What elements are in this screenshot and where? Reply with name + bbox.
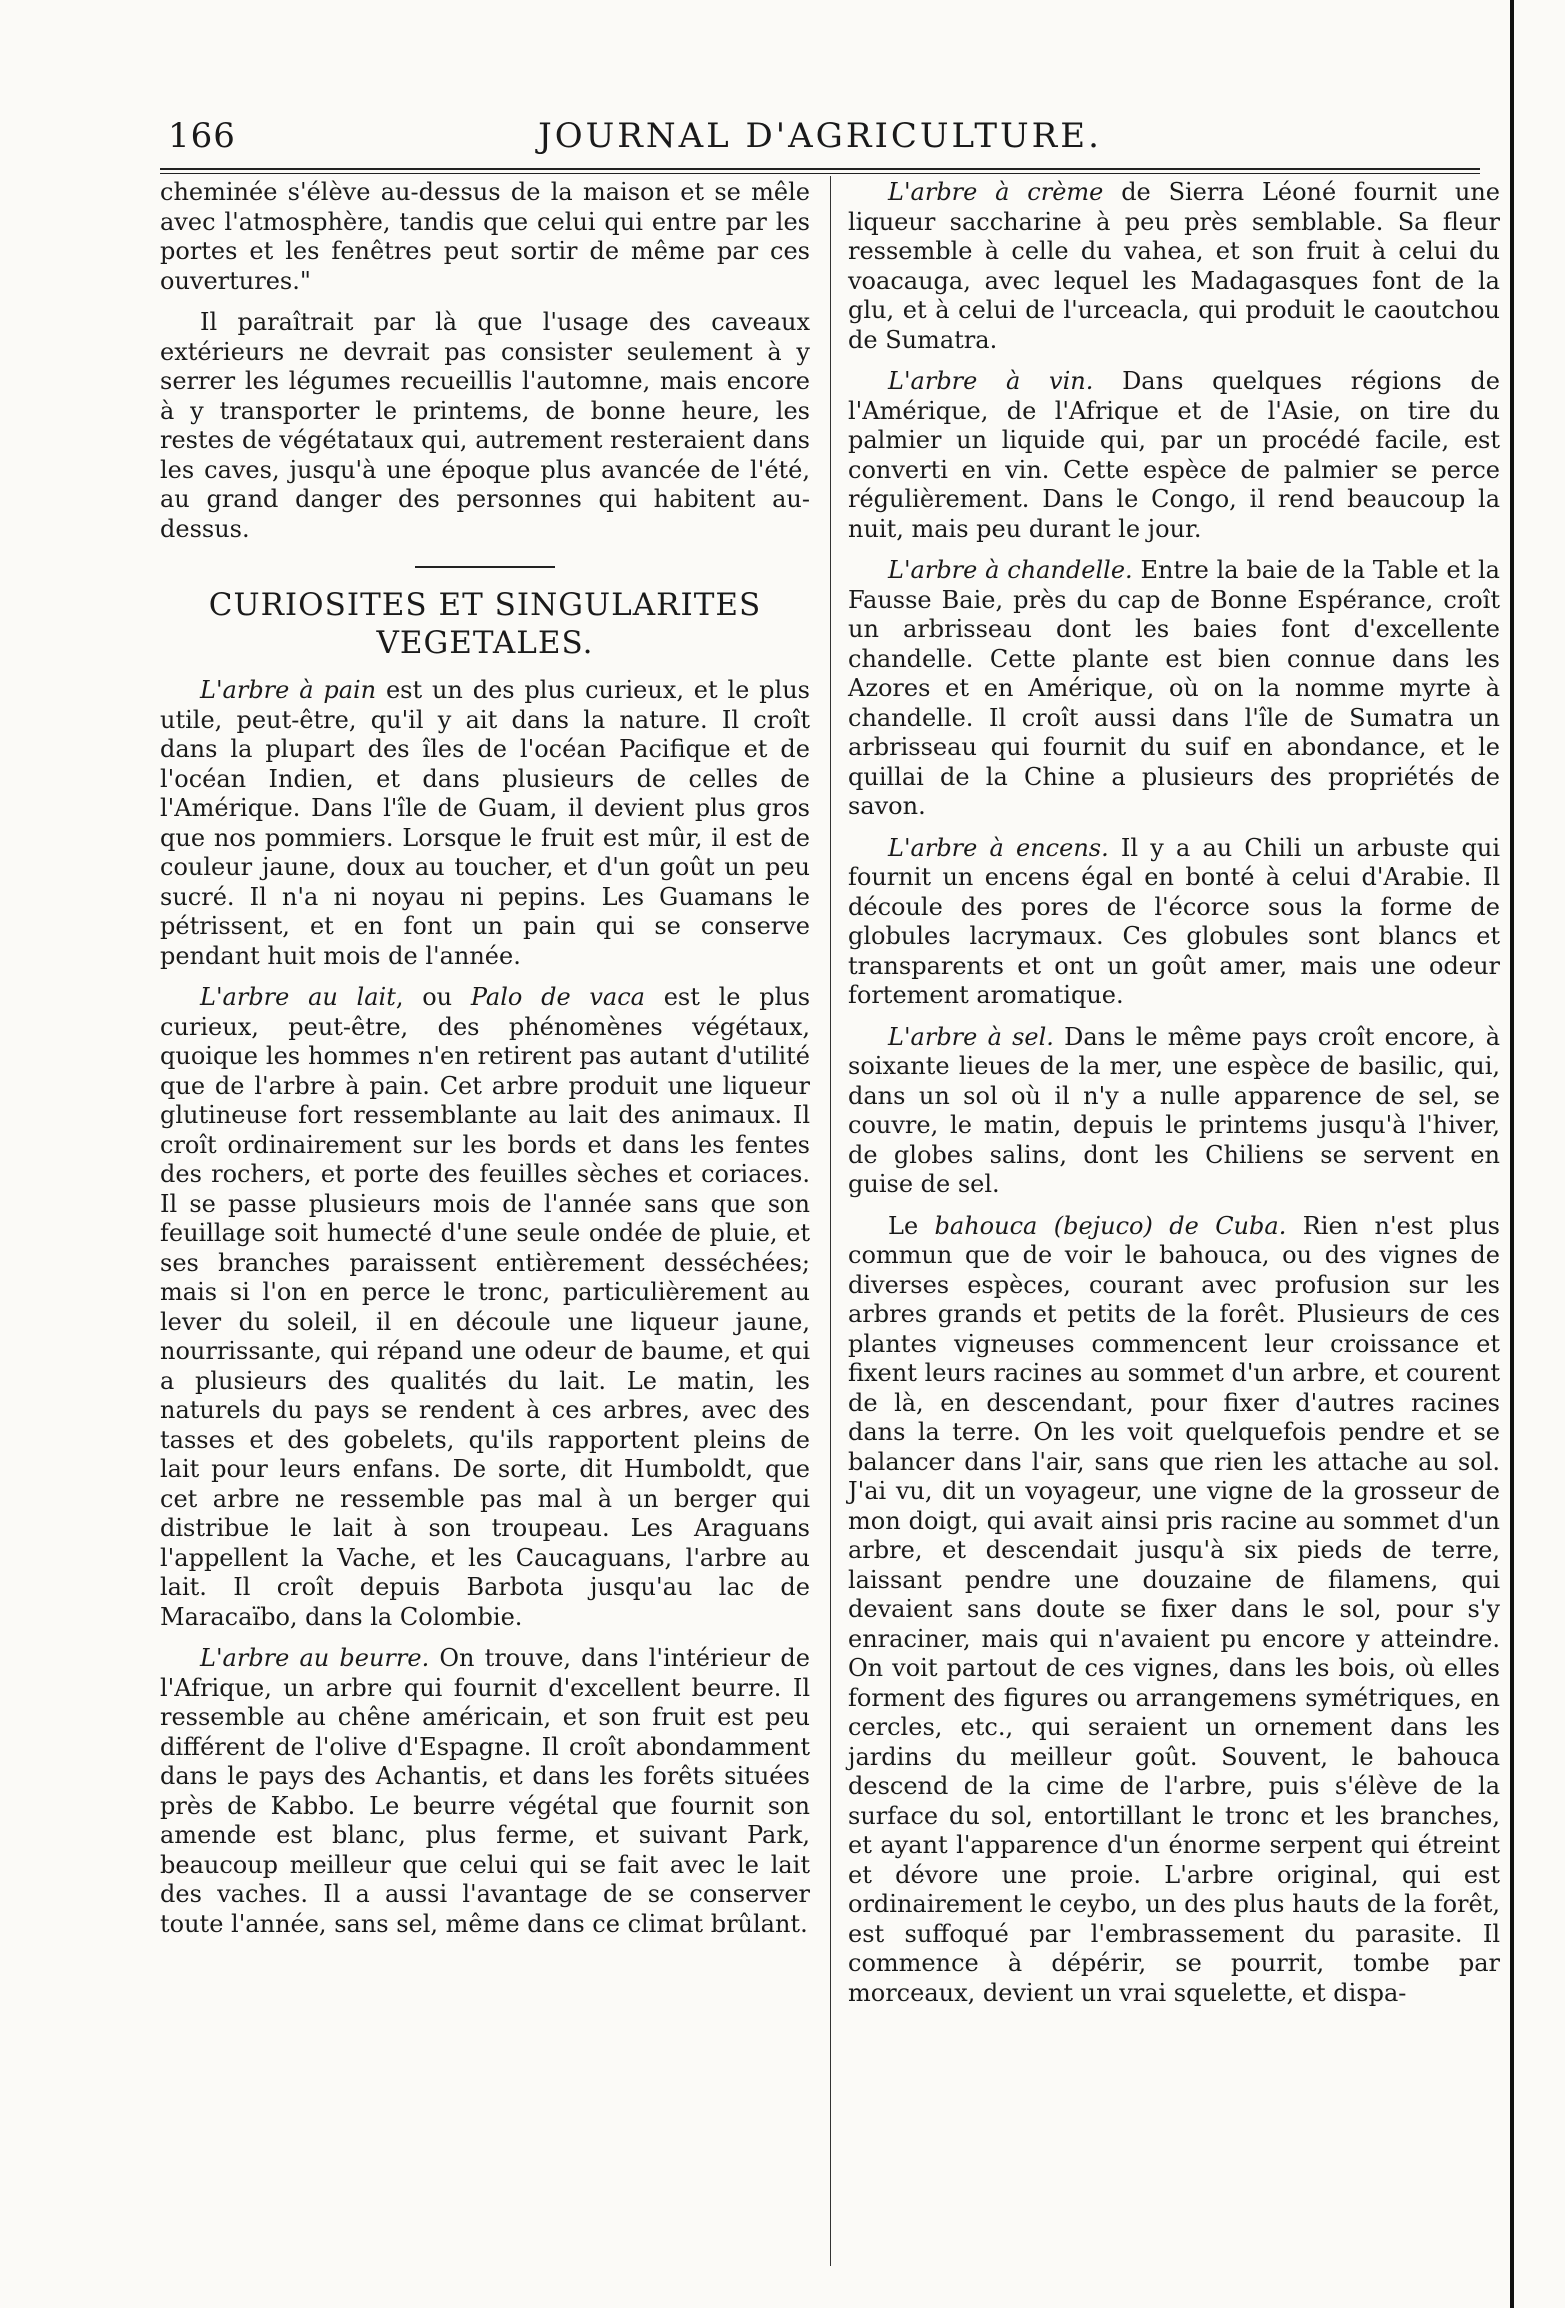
entry-lead: bahouca (bejuco) de Cuba.: [934, 1211, 1287, 1240]
entry-arbre-a-pain: [160, 676, 810, 971]
entry-text: , ou: [395, 983, 471, 1011]
entry-lead: Palo de vaca: [470, 983, 645, 1011]
entry-arbre-a-encens: [848, 834, 1500, 1011]
entry-text: Entre la baie de la Table et la Fausse Baie, près du cap de Bonne Espérance, croît un arbrisseau dont les baies font d'excellente chandelle. Cette plante est bien connue dans les Azores et en Amérique, où on la nomme myrte à chandelle. Il croît aussi dans l'île de Sumatra un arbrisseau qui fournit du suif en abondance, et le quillai de la Chine a plusieurs des propriétés de savon.: [848, 556, 1500, 820]
section-title-line: VEGETALES.: [376, 625, 594, 661]
paragraph: cheminée s'élève au-dessus de la maison et se mêle avec l'atmosphère, tandis que celui qui entre par les portes et les fenêtres peut sortir de même par ces ouvertures.": [160, 178, 810, 295]
running-title: JOURNAL D'AGRICULTURE.: [538, 116, 1102, 156]
entry-lead: L'arbre au lait: [200, 983, 396, 1011]
entry-text: Dans quelques régions de l'Amérique, de l'Afrique et de l'Asie, on tire du palmier un liquide qui, par un procédé facile, est converti en vin. Cette espèce de palmier se perce régulièrement. Dans le Congo, il rend beaucoup la nuit, mais peu durant le jour.: [848, 367, 1500, 543]
column-divider: [830, 176, 831, 2266]
binding-edge: [1510, 0, 1514, 2308]
section-title: [160, 586, 810, 662]
page-header: [160, 110, 1480, 170]
entry-text: Rien n'est plus commun que de voir le bahouca, ou des vignes de diverses espèces, courant avec profusion sur les arbres grands et petits de la forêt. Plusieurs de ces plantes vigneuses commencent leur croissance et fixent leurs racines au sommet d'un arbre, et courent de là, en descendant, pour fixer d'autres racines dans la terre. On les voit quelquefois pendre et se balancer dans l'air, sans que rien les attache au sol. J'ai vu, dit un voyageur, une vigne de la grosseur de mon doigt, qui avait ainsi pris racine au sommet d'un arbre, et descendait jusqu'à six pieds de terre, laissant pendre une douzaine de filamens, qui devaient sans doute se fixer dans le sol, pour s'y enraciner, mais qui n'avaient pu encore y atteindre. On voit partout de ces vignes, dans les bois, où elles forment des figures ou arrangemens symétriques, en cercles, etc., qui seraient un ornement dans les jardins du meilleur goût. Souvent, le bahouca descend de la cime de l'arbre, puis s'élève de la surface du sol, entortillant le tronc et les branches, et ayant l'apparence d'un énorme serpent qui étreint et dévore une proie. L'arbre original, qui est ordinairement le ceybo, un des plus hauts de la forêt, est suffoqué par l'embrassement du parasite. Il commence à dépérir, se pourrit, tombe par morceaux, devient un vrai squelette, et dispa-: [848, 1211, 1500, 2007]
entry-lead: L'arbre à chandelle.: [888, 556, 1133, 584]
entry-text: On trouve, dans l'intérieur de l'Afrique, un arbre qui fournit d'excellent beurre. Il ressemble au chêne américain, et son fruit est peu différent de l'olive d'Espagne. Il croît abondamment dans le pays des Achantis, et dans les forêts situées près de Kabbo. Le beurre végétal que fournit son amende est blanc, plus ferme, et suivant Park, beaucoup meilleur que celui qui se fait avec le lait des vaches. Il a aussi l'avantage de se conserver toute l'année, sans sel, même dans ce climat brûlant.: [160, 1644, 810, 1938]
section-title-line: CURIOSITES ET SINGULARITES: [208, 587, 762, 623]
entry-text: de Sierra Léoné fournit une liqueur saccharine à peu près semblable. Sa fleur ressemble à celle du vahea, et son fruit à celui du voacauga, avec lequel les Madagasques font de la glu, et à celui de l'urceacla, qui produit le caoutchou de Sumatra.: [848, 178, 1500, 354]
entry-arbre-a-sel: [848, 1023, 1500, 1200]
entry-lead: L'arbre à sel.: [888, 1022, 1054, 1051]
header-rule: [160, 168, 1480, 174]
entry-text: Dans le même pays croît encore, à soixante lieues de la mer, une espèce de basilic, qui, dans un sol où il n'y a nulle apparence de sel, se couvre, le matin, depuis le printems jusqu'à l'hiver, de globes salins, dont les Chiliens se servent en guise de sel.: [848, 1022, 1501, 1198]
entry-text: Il y a au Chili un arbuste qui fournit un encens égal en bonté à celui d'Arabie. Il découle des pores de l'écorce sous la forme de globules lacrymaux. Ces globules sont blancs et transparents et ont un goût amer, mais une odeur fortement aromatique.: [848, 833, 1500, 1009]
entry-lead: L'arbre au beurre.: [200, 1644, 430, 1672]
entry-arbre-au-beurre: [160, 1644, 810, 1939]
entry-arbre-a-vin: [848, 367, 1500, 544]
entry-arbre-a-creme: [848, 178, 1500, 355]
entry-text: est un des plus curieux, et le plus utile, peut-être, qu'il y ait dans la nature. Il croît dans la plupart des îles de l'océan Pacifique et de l'océan Indien, et dans plusieurs de celles de l'Amérique. Dans l'île de Guam, il devient plus gros que nos pommiers. Lorsque le fruit est mûr, il est de couleur jaune, doux au toucher, et d'un goût un peu sucré. Il n'a ni noyau ni pepins. Les Guamans le pétrissent, et en font un pain qui se conserve pendant huit mois de l'année.: [160, 676, 810, 970]
section-separator: [415, 566, 555, 568]
entry-bahouca: [848, 1212, 1500, 2009]
entry-lead: L'arbre à vin.: [888, 367, 1094, 395]
left-column: [160, 178, 810, 1951]
entry-lead: L'arbre à encens.: [888, 833, 1109, 862]
entry-lead: L'arbre à crème: [888, 178, 1104, 206]
entry-lead: L'arbre à pain: [200, 676, 377, 704]
entry-arbre-a-chandelle: [848, 556, 1500, 822]
paragraph: Il paraîtrait par là que l'usage des caveaux extérieurs ne devrait pas consister seulement à y serrer les légumes recueillis l'automne, mais encore à y transporter le printems, de bonne heure, les restes de végétataux qui, autrement resteraient dans les caves, jusqu'à une époque plus avancée de l'été, au grand danger des personnes qui habitent au-dessus.: [160, 308, 810, 543]
entry-text: est le plus curieux, peut-être, des phénomènes végétaux, quoique les hommes n'en retirent pas autant d'utilité que de l'arbre à pain. Cet arbre produit une liqueur glutineuse fort ressemblante au lait des animaux. Il croît ordinairement sur les bords et dans les fentes des rochers, et porte des feuilles sèches et coriaces. Il se passe plusieurs mois de l'année sans que son feuillage soit humecté d'une seule ondée de pluie, et ses branches paraissent entièrement desséchées; mais si l'on en perce le tronc, particulièrement au lever du soleil, il en découle une liqueur jaune, nourrissante, qui répand une odeur de baume, et qui a plusieurs des qualités du lait. Le matin, les naturels du pays se rendent à ces arbres, avec des tasses et des gobelets, qu'ils rapportent pleins de lait pour leurs enfans. De sorte, dit Humboldt, que cet arbre ne ressemble pas mal à un berger qui distribue le lait à son troupeau. Les Araguans l'appellent la Vache, et les Caucaguans, l'arbre au lait. Il croît depuis Barbota jusqu'au lac de Maracaïbo, dans la Colombie.: [160, 983, 811, 1631]
page-number: 166: [168, 116, 236, 156]
entry-arbre-au-lait: [160, 983, 810, 1632]
entry-text: Le: [888, 1211, 935, 1240]
right-column: [848, 178, 1500, 2020]
